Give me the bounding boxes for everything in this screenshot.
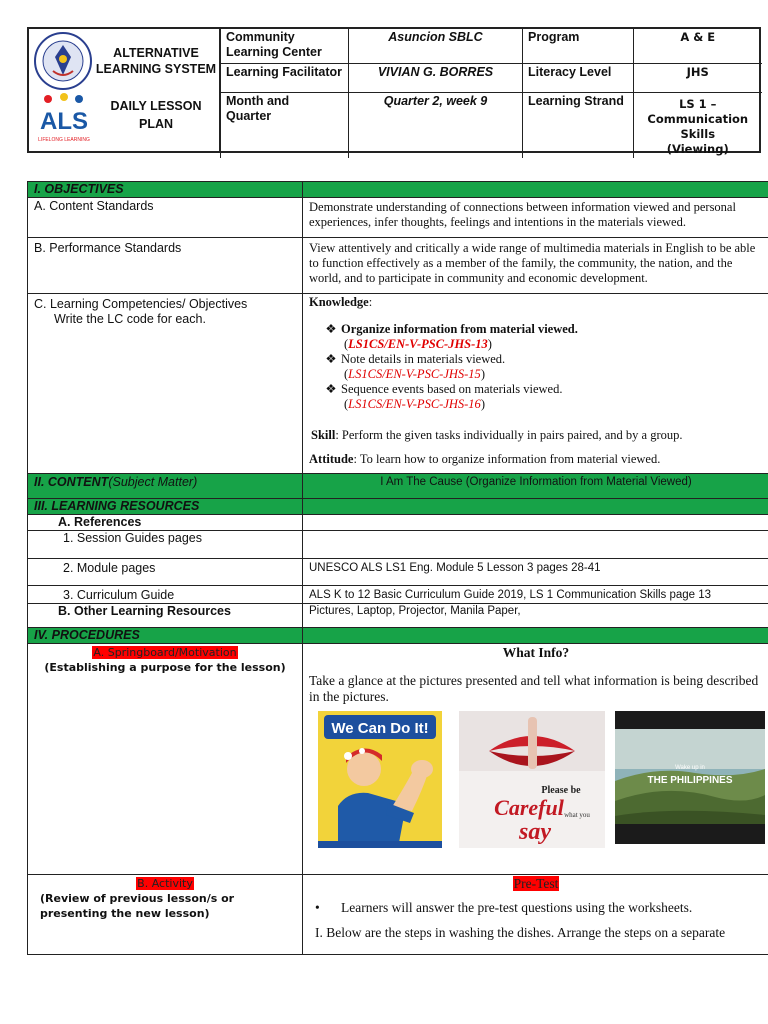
knowledge-item: ❖ Organize information from material viewed. (LS1CS/EN-V-PSC-JHS-13) [309,322,763,352]
als-tagline-text: LIFELONG LEARNING [38,137,90,143]
competencies-content: Knowledge: ❖ Organize information from material viewed. (LS1CS/EN-V-PSC-JHS-13) ❖ Note details in materials viewed. (LS1CS/EN-V-PSC-JHS-15) ❖ Sequence events based on materials viewed. (LS1CS/EN-V-PSC-JHS-16) Skill: Perform the given tasks individually in pairs paired, and by a group. Attitude: To learn how to organize information from material viewed. [303,294,768,474]
diamond-bullet-icon: ❖ [325,382,337,396]
resources-heading: III. LEARNING RESOURCES [28,499,303,515]
content-standards-label: A. Content Standards [28,198,303,238]
procedures-heading-row [28,628,768,644]
philippines-line2: THE PHILIPPINES [647,775,733,786]
competencies-label: C. Learning Competencies/ Objectives Write the LC code for each. [28,294,303,474]
springboard-title: What Info? [502,645,570,660]
picture-strip [309,711,763,851]
module-pages-label: 2. Module pages [28,559,303,586]
poster-caption: We Can Do It! [331,720,429,737]
lesson-plan-header [27,27,761,156]
label-program: Program [523,29,634,63]
label-facilitator: Learning Facilitator [221,63,349,92]
content-standards-text: Demonstrate understanding of connections between information viewed and personal experiences, infer thoughts, feelings and intentions in the materials viewed. [303,198,768,238]
program-title: ALTERNATIVE LEARNING SYSTEM [95,46,217,76]
activity-row [28,875,768,955]
activity-content [303,875,768,955]
resources-heading-row [28,499,768,515]
deped-seal-icon [33,31,93,91]
careful-what-you-say-image [459,711,605,848]
header-logo-block [29,29,220,151]
diamond-bullet-icon: ❖ [325,352,337,366]
header-info-grid [220,29,762,158]
label-literacy-level: Literacy Level [523,63,634,92]
value-community-center: Asuncion SBLC [349,29,523,63]
lesson-plan-table [27,181,768,955]
value-literacy-level: JHS [634,63,762,92]
competencies-row [28,294,768,474]
skill-line: Skill: Perform the given tasks individually in pairs paired, and by a group. [311,428,683,442]
performance-standards-row [28,238,768,294]
philippines-landscape-image [615,711,765,844]
performance-standards-text: View attentively and critically a wide range of multimedia materials in English to be able to function effectively as a member of the family, the community, the nation, and the world, and to participate in community and economic development. [303,238,768,294]
springboard-label-cell [28,644,303,875]
careful-line1: Please be [541,785,581,796]
knowledge-label: Knowledge [309,295,369,309]
objectives-heading-row [28,182,768,198]
value-quarter: Quarter 2, week 9 [349,92,523,158]
curriculum-guide-label: 3. Curriculum Guide [28,586,303,604]
module-pages-value: UNESCO ALS LS1 Eng. Module 5 Lesson 3 pages 28-41 [303,559,768,586]
value-program: A & E [634,29,762,63]
session-guides-value [303,531,768,559]
careful-line3: what you [564,811,590,819]
session-guides-label: 1. Session Guides pages [28,531,303,559]
springboard-text: Take a glance at the pictures presented and tell what information is being described in the pictures. [309,673,759,704]
procedures-heading: IV. PROCEDURES [28,628,303,644]
content-standards-row [28,198,768,238]
value-learning-strand: LS 1 – Communication Skills (Viewing) [634,92,762,158]
session-guides-row [28,531,768,559]
content-heading: II. CONTENT(Subject Matter) [28,474,303,499]
als-logo-text: ALS [40,108,88,135]
label-community-center: Community Learning Center [221,29,349,63]
springboard-content [303,644,768,875]
value-facilitator: VIVIAN G. BORRES [349,63,523,92]
activity-label-cell [28,875,303,955]
module-pages-row [28,559,768,586]
other-resources-value: Pictures, Laptop, Projector, Manila Paper, [303,604,768,628]
careful-line2: Careful [494,795,564,820]
pretest-instruction: I. Below are the steps in washing the dishes. Arrange the steps on a separate [315,925,726,940]
springboard-row [28,644,768,875]
pretest-title: Pre-Test [513,876,559,891]
knowledge-item: ❖ Sequence events based on materials viewed. (LS1CS/EN-V-PSC-JHS-16) [309,382,763,412]
springboard-subtitle: (Establishing a purpose for the lesson) [44,661,286,674]
activity-subtitle: (Review of previous lesson/s or presenting the new lesson) [40,892,235,920]
curriculum-guide-row [28,586,768,604]
pretest-bullet: • Learners will answer the pre-test questions using the worksheets. [315,900,693,915]
diamond-bullet-icon: ❖ [325,322,337,336]
we-can-do-it-poster-image [318,711,442,848]
springboard-label: A. Springboard/Motivation [93,646,237,659]
other-resources-row [28,604,768,628]
als-logo-icon [37,91,91,145]
header-row-quarter [221,92,762,158]
careful-line4: say [519,819,551,845]
performance-standards-label: B. Performance Standards [28,238,303,294]
curriculum-guide-value: ALS K to 12 Basic Curriculum Guide 2019, LS 1 Communication Skills page 13 [303,586,768,604]
philippines-line1: Wake up in [675,765,705,771]
references-label: A. References [28,515,303,531]
knowledge-item: ❖ Note details in materials viewed. (LS1CS/EN-V-PSC-JHS-15) [309,352,763,382]
plan-title: DAILY LESSON PLAN [110,99,202,131]
references-row [28,515,768,531]
other-resources-label: B. Other Learning Resources [28,604,303,628]
header-row-facilitator [221,63,762,92]
label-learning-strand: Learning Strand [523,92,634,158]
activity-label: B. Activity [137,877,193,890]
objectives-heading: I. OBJECTIVES [28,182,303,198]
attitude-line: Attitude: To learn how to organize information from material viewed. [309,452,661,466]
label-month-quarter: Month and Quarter [221,92,349,158]
bullet-dot-icon: • [315,900,320,915]
content-heading-row [28,474,768,499]
content-text: I Am The Cause (Organize Information from Material Viewed) [303,474,768,499]
header-row-center [221,29,762,63]
